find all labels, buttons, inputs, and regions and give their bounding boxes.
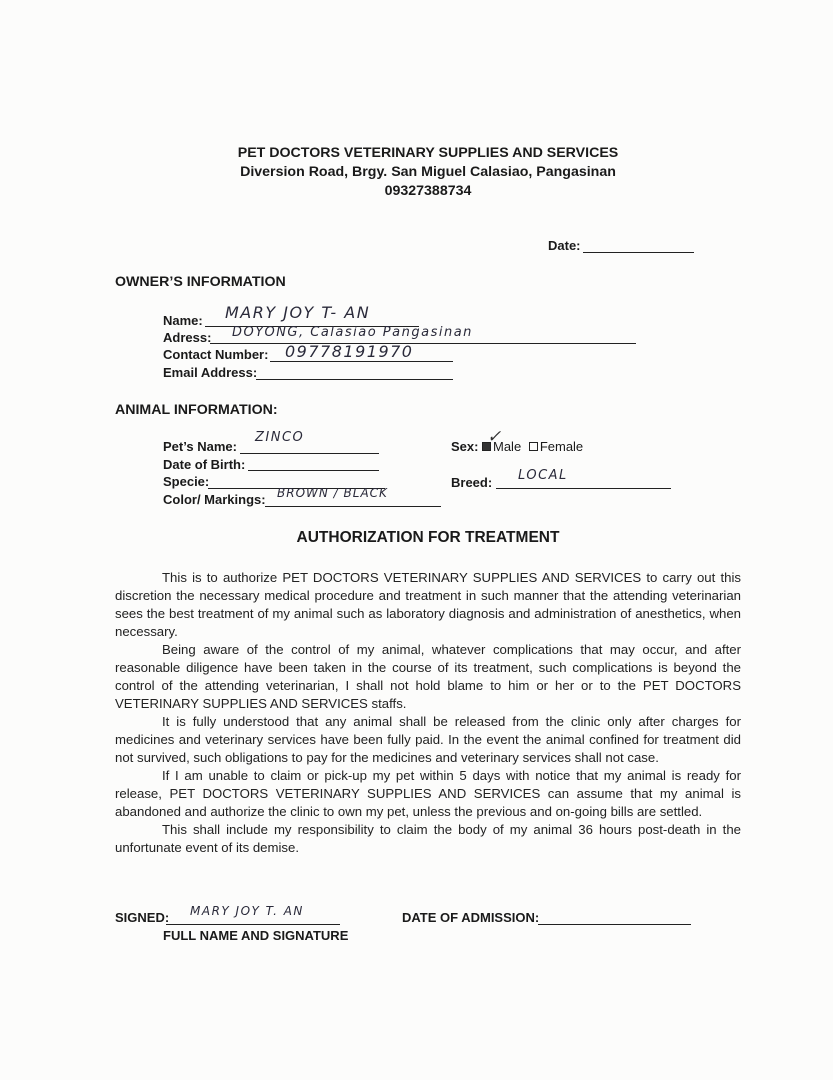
contact-value: 09778191970 <box>285 342 414 361</box>
dob-field[interactable] <box>248 470 379 471</box>
animal-section-heading: ANIMAL INFORMATION: <box>115 402 278 418</box>
email-label: Email Address: <box>163 365 258 380</box>
breed-value: LOCAL <box>518 468 568 483</box>
signature-field[interactable] <box>166 924 340 925</box>
color-value: BROWN / BLACK <box>277 486 388 500</box>
owner-section-heading: OWNER’S INFORMATION <box>115 274 286 290</box>
male-label: Male <box>493 439 522 454</box>
authorization-title: AUTHORIZATION FOR TREATMENT <box>296 529 560 546</box>
specie-label: Specie: <box>163 474 210 489</box>
address-value: DOYONG, Calasiao Pangasinan <box>232 325 473 340</box>
address-field[interactable] <box>210 343 636 344</box>
color-field[interactable] <box>265 506 441 507</box>
sex-female-option[interactable] <box>529 439 583 454</box>
dob-label: Date of Birth: <box>163 457 246 472</box>
admission-label: DATE OF ADMISSION: <box>402 910 540 925</box>
admission-field[interactable] <box>538 924 691 925</box>
authorization-paragraph: If I am unable to claim or pick-up my pet within 5 days with notice that my animal is ready for release, PET DOCTORS VETERINARY SUPPLIES AND SERVICES can assume that my animal is abandoned and authorize the clinic to own my pet, unless the previous and on-going bills are settled. <box>115 768 741 819</box>
pet-name-field[interactable] <box>240 453 379 454</box>
date-label: Date: <box>548 238 581 253</box>
signed-label: SIGNED: <box>115 910 170 925</box>
authorization-paragraph: Being aware of the control of my animal, whatever complications that may occur, and after reasonable diligence have been taken in the course of its treatment, such complications is beyond the control of the attending veterinarian, I shall not hold blame to him or her or to the PET DOCTORS VETERINARY SUPPLIES AND SERVICES staffs. <box>115 642 741 711</box>
pet-name-value: ZINCO <box>255 430 305 445</box>
name-label: Name: <box>163 313 203 328</box>
signature-caption: FULL NAME AND SIGNATURE <box>163 928 349 943</box>
authorization-paragraph: This shall include my responsibility to claim the body of my animal 36 hours post-death in the unfortunate event of its demise. <box>115 822 741 855</box>
date-field[interactable] <box>583 252 694 253</box>
female-label: Female <box>539 439 584 454</box>
authorization-body <box>115 569 741 857</box>
company-name: PET DOCTORS VETERINARY SUPPLIES AND SERVICES <box>237 145 619 161</box>
authorization-paragraph: This is to authorize PET DOCTORS VETERINARY SUPPLIES AND SERVICES to carry out this discretion the necessary medical procedure and treatment in such manner that the attending veterinarian sees the best treatment of my animal such as laboratory diagnosis and administration of anesthetics, when necessary. <box>115 570 741 639</box>
pet-name-label: Pet’s Name: <box>163 439 237 454</box>
address-label: Adress: <box>163 330 212 345</box>
checkmark-icon: ✓ <box>487 427 502 446</box>
breed-field[interactable] <box>496 488 671 489</box>
color-label: Color/ Markings: <box>163 492 266 507</box>
email-field[interactable] <box>256 379 453 380</box>
contact-label: Contact Number: <box>163 347 269 362</box>
female-checkbox[interactable] <box>529 442 538 451</box>
sex-label: Sex: <box>451 439 479 454</box>
company-phone: 09327388734 <box>384 183 472 199</box>
company-address: Diversion Road, Brgy. San Miguel Calasiao, Pangasinan <box>240 164 616 180</box>
breed-label: Breed: <box>451 475 493 490</box>
name-value: MARY JOY T- AN <box>225 303 371 322</box>
signature-value: MARY JOY T. AN <box>190 904 304 918</box>
contact-field[interactable] <box>270 361 453 362</box>
authorization-paragraph: It is fully understood that any animal shall be released from the clinic only after charges for medicines and veterinary services have been fully paid. In the event the animal confined for treatment did not survived, such obligations to pay for the medicines and veterinary services shall not case. <box>115 714 741 765</box>
